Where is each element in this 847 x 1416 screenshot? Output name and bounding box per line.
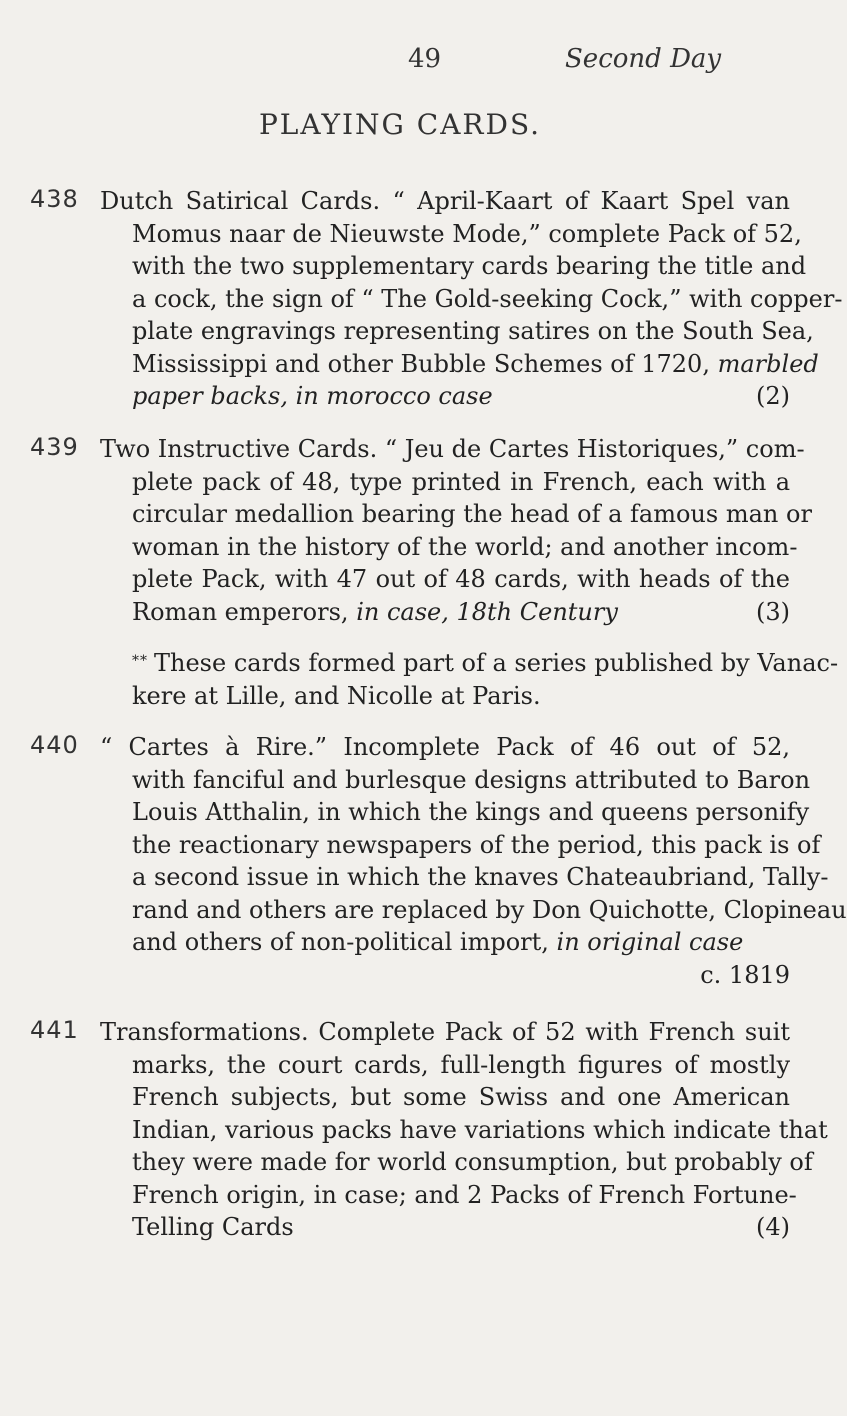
lot-description: “ Cartes à Rire.” Incomplete Pack of 46 out of 52, with fanciful and burlesque designs attributed to Baron Louis Atthalin, in which the kings and queens personify the reactionary newspapers of the period, this pack is of a second issue in which the knaves Chateaubriand, Tally- rand and others are replaced by Don Quichotte, Clopineau and others of non-political import, in original case c. 1819 [100,733,847,989]
lot-reference: (4) [756,1213,790,1241]
lot-number: 439 [30,433,79,461]
lot-reference: c. 1819 [700,960,790,989]
asterism-mark: ** [132,653,148,669]
lot-number: 441 [30,1016,79,1044]
lot-description: Two Instructive Cards. “ Jeu de Cartes Historiques,” com- plete pack of 48, type printed in French, each with a circular medallion bearing the head of a famous man or woman in the history of the world; and another incom- plete Pack, with 47 out of 48 cards, with heads of the Roman emperors, in case, 18th Century (3) [100,433,790,628]
page-number: 49 [408,44,442,74]
lot-description: Transformations. Complete Pack of 52 with French suit marks, the court cards, full-length figures of mostly French subjects, but some Swiss and one American Indian, various packs have variations which indicate that they were made for world consumption, but probably of French origin, in case; and 2 Packs of French Fortune- Telling Cards (4) [100,1016,790,1244]
lot-description: Dutch Satirical Cards. “ April-Kaart of Kaart Spel van Momus naar de Nieuwste Mode,” complete Pack of 52, with the two supplementary cards bearing the title and a cock, the sign of “ The Gold-seeking Cock,” with copper- plate engravings representing satires on the South Sea, Mississippi and other Bubble Schemes of 1720, marbled paper backs, in morocco case (2) [100,185,790,413]
running-title: Second Day [565,44,722,74]
lot-reference: (3) [756,597,790,626]
lot-number: 440 [30,731,79,759]
lot-reference: (2) [756,382,790,410]
page-header [0,44,800,84]
lot-note: ** These cards formed part of a series published by Vanac- kere at Lille, and Nicolle at Paris. [132,649,839,710]
lot-number: 438 [30,185,79,213]
section-title: PLAYING CARDS. [258,108,542,141]
